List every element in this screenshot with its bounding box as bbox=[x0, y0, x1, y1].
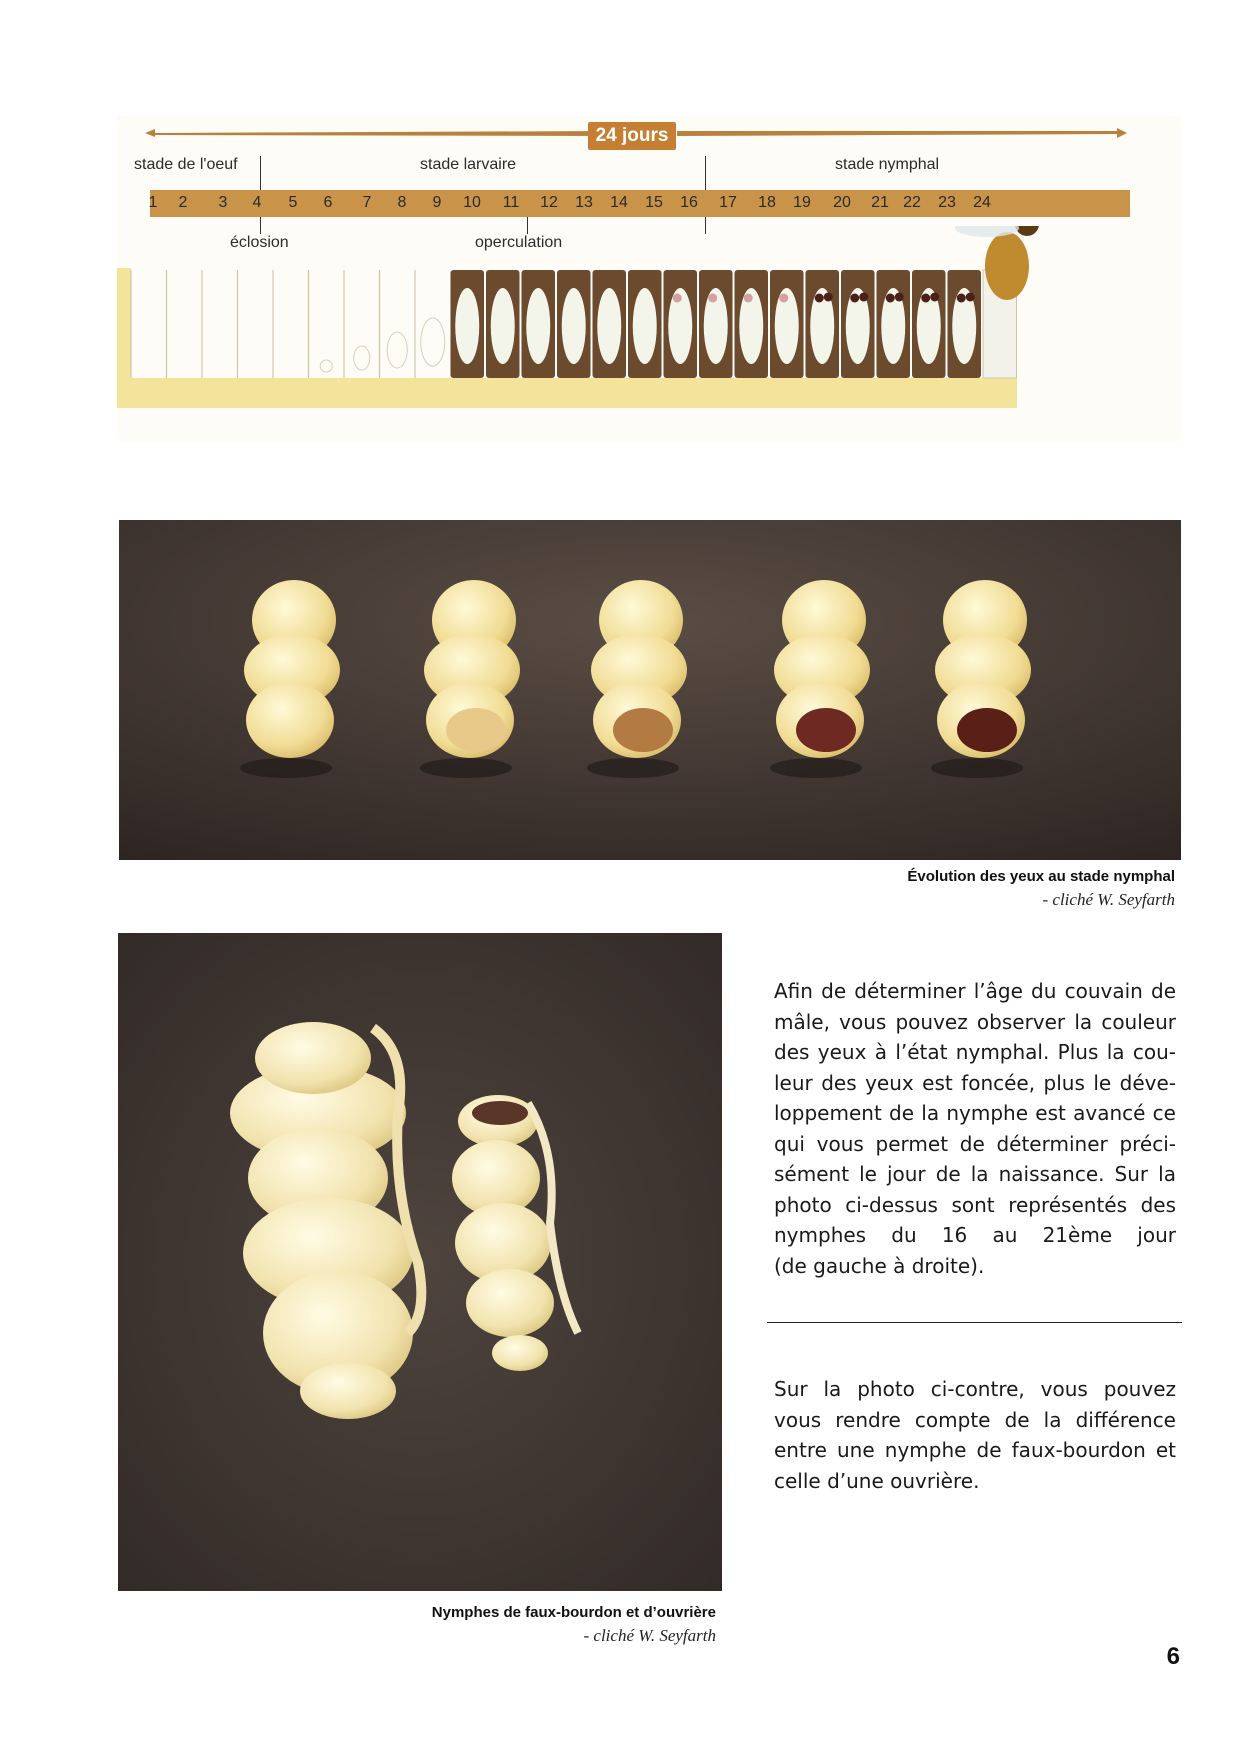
day-number: 3 bbox=[218, 194, 228, 211]
pupa-eye bbox=[921, 294, 930, 303]
pupa bbox=[633, 288, 657, 364]
day-number: 1 bbox=[148, 194, 158, 211]
pupa bbox=[526, 288, 550, 364]
comb-base bbox=[117, 378, 1017, 408]
day-number: 4 bbox=[252, 194, 262, 211]
paragraph-line: des yeux à l’état nymphal. Plus la cou- bbox=[774, 1040, 1176, 1064]
day-numbers bbox=[117, 116, 1181, 226]
day-number: 9 bbox=[432, 194, 442, 211]
pupa-eye bbox=[886, 294, 895, 303]
paragraph-line: Sur la photo ci-contre, vous pouvez bbox=[774, 1377, 1176, 1401]
day-number: 10 bbox=[463, 194, 481, 211]
larva bbox=[354, 346, 370, 370]
day-number: 24 bbox=[973, 194, 991, 211]
larva bbox=[320, 360, 332, 372]
brood-cells-illustration bbox=[117, 226, 1181, 441]
pupa-eye bbox=[957, 294, 966, 303]
pupa-eye bbox=[779, 294, 788, 303]
day-number: 7 bbox=[362, 194, 372, 211]
pupa-eye bbox=[859, 293, 868, 302]
photo2-caption: Nymphes de faux-bourdon et d’ouvrière bbox=[431, 1604, 716, 1621]
stage-egg-label: stade de l'oeuf bbox=[134, 156, 238, 173]
day-number: 13 bbox=[575, 194, 593, 211]
larva bbox=[387, 332, 407, 368]
event-capping-label: operculation bbox=[475, 234, 563, 251]
photo1-credit: - cliché W. Seyfarth bbox=[1042, 890, 1175, 909]
paragraph-line: leur des yeux est foncée, plus le déve- bbox=[774, 1070, 1176, 1095]
pupa-eye bbox=[796, 708, 856, 752]
pupae-eye-development-photo bbox=[119, 520, 1181, 860]
day-number: 11 bbox=[502, 194, 520, 211]
day-number: 17 bbox=[719, 194, 737, 211]
day-number: 22 bbox=[903, 194, 921, 211]
day-number: 8 bbox=[397, 194, 407, 211]
stage-pupa-label: stade nymphal bbox=[835, 156, 940, 173]
pupa-eye bbox=[957, 708, 1017, 752]
day-number: 14 bbox=[610, 194, 628, 211]
photo1-caption: Évolution des yeux au stade nymphal bbox=[907, 868, 1175, 885]
paragraph-line: qui vous permet de déterminer préci- bbox=[774, 1131, 1176, 1156]
paragraph-line: celle d’une ouvrière. bbox=[774, 1468, 980, 1493]
day-number: 23 bbox=[938, 194, 956, 211]
page-number: 6 bbox=[1166, 1643, 1180, 1670]
eye-color-paragraph bbox=[774, 976, 1176, 1281]
pupa-eye bbox=[744, 294, 753, 303]
drone-worker-paragraph bbox=[774, 1374, 1176, 1496]
day-number: 6 bbox=[323, 194, 333, 211]
pupa bbox=[562, 288, 586, 364]
photo2-credit: - cliché W. Seyfarth bbox=[583, 1626, 716, 1645]
pupa bbox=[491, 288, 515, 364]
pupa-eye bbox=[446, 708, 506, 752]
event-hatching-label: éclosion bbox=[230, 234, 289, 251]
day-number: 2 bbox=[178, 194, 188, 211]
paragraph-line: vous rendre compte de la différence bbox=[774, 1407, 1176, 1432]
pupae-row-image bbox=[119, 520, 1181, 860]
pupa-eye bbox=[930, 293, 939, 302]
day-number: 20 bbox=[833, 194, 851, 211]
pupa-eye bbox=[815, 294, 824, 303]
larva bbox=[421, 318, 445, 366]
pupa-eye bbox=[895, 293, 904, 302]
day-number: 12 bbox=[540, 194, 558, 211]
pupa-eye bbox=[613, 708, 673, 752]
duration-label: 24 jours bbox=[595, 125, 669, 146]
day-number: 16 bbox=[680, 194, 698, 211]
paragraph-line: sément le jour de la naissance. Sur la bbox=[774, 1162, 1176, 1186]
paragraph-line: (de gauche à droite). bbox=[774, 1253, 985, 1278]
pupa-eye bbox=[824, 293, 833, 302]
brood-development-timeline bbox=[117, 116, 1181, 441]
pupa bbox=[597, 288, 621, 364]
stage-larva-label: stade larvaire bbox=[420, 156, 517, 173]
day-number: 5 bbox=[288, 194, 298, 211]
section-divider bbox=[767, 1322, 1182, 1323]
day-number: 15 bbox=[645, 194, 663, 211]
paragraph-line: entre une nymphe de faux-bourdon et bbox=[774, 1438, 1176, 1462]
adult-bee bbox=[985, 232, 1029, 300]
paragraph-line: nymphes du 16 au 21ème jour bbox=[774, 1223, 1176, 1247]
comb-wall bbox=[117, 268, 131, 408]
drone-worker-image bbox=[118, 933, 722, 1591]
paragraph-line: Afin de déterminer l’âge du couvain de bbox=[774, 979, 1176, 1003]
drone-worker-pupae-photo bbox=[118, 933, 722, 1591]
paragraph-line: loppement de la nymphe est avancé ce bbox=[774, 1101, 1176, 1125]
day-number: 19 bbox=[793, 194, 811, 211]
paragraph-line: photo ci-dessus sont représentés des bbox=[774, 1192, 1176, 1217]
pupa bbox=[455, 288, 479, 364]
pupa-eye bbox=[673, 294, 682, 303]
day-number: 21 bbox=[871, 194, 889, 211]
day-number: 18 bbox=[758, 194, 776, 211]
pupa-eye bbox=[708, 294, 717, 303]
paragraph-line: mâle, vous pouvez observer la couleur bbox=[774, 1009, 1176, 1034]
pupa-eye bbox=[966, 293, 975, 302]
pupa-eye bbox=[850, 294, 859, 303]
